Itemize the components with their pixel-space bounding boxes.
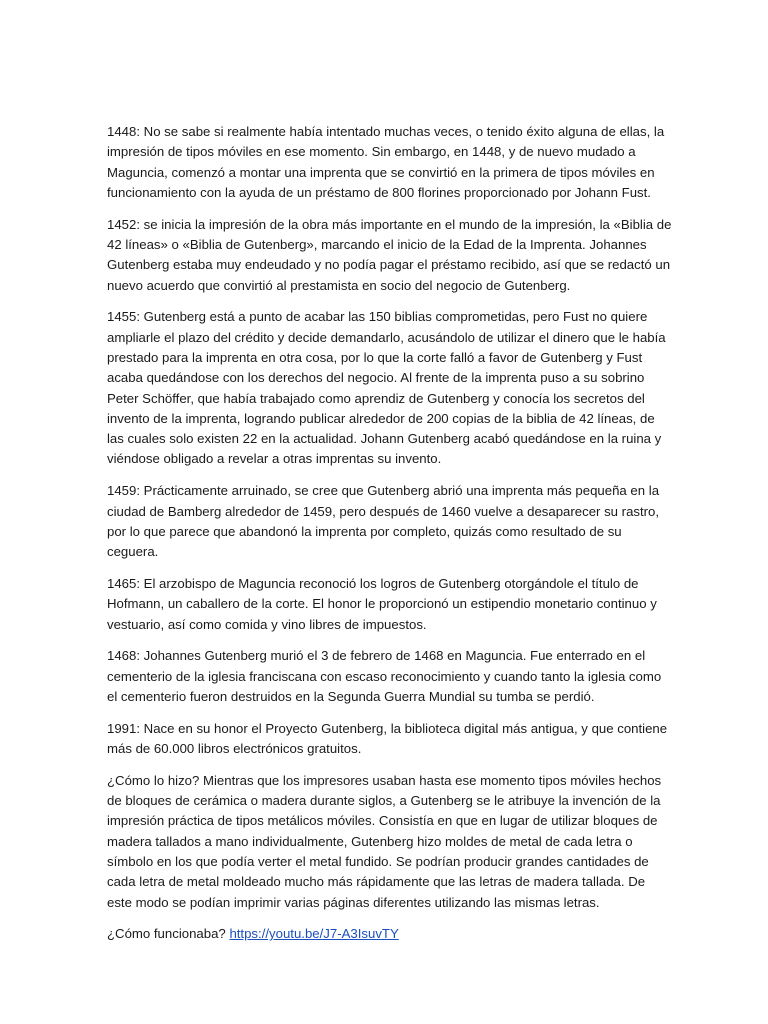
paragraph-como-lo-hizo: ¿Cómo lo hizo? Mientras que los impresores usaban hasta ese momento tipos móviles hechos de bloques de cerámica o madera durante siglos, a Gutenberg se le atribuye la invención de la impresión práctica de tipos metálicos móviles. Consistía en que en lugar de utilizar bloques de madera tallados a mano individualmente, Gutenberg hizo moldes de metal de cada letra o símbolo en los que podía verter el metal fundido. Se podrían producir grandes cantidades de cada letra de metal moldeado mucho más rápidamente que las letras de madera tallada. De este modo se podían imprimir varias páginas diferentes utilizando las mismas letras.: [107, 772, 662, 910]
como-funcionaba-label: ¿Cómo funcionaba?: [107, 926, 230, 942]
paragraph-1455: 1455: Gutenberg está a punto de acabar las 150 biblias comprometidas, pero Fust no quiere ampliarle el plazo del crédito y decide demandarlo, acusándolo de utilizar el dinero que le había prestado para la imprenta en otra cosa, por lo que la corte falló a favor de Gutenberg y Fust acaba quedándose con los derechos del negocio. Al frente de la imprenta puso a su sobrino Peter Schöffer, que había trabajado como aprendiz de Gutenberg y conocía los secretos del invento de la imprenta, logrando publicar alrededor de 200 copias de la biblia de 42 líneas, de las cuales solo existen 22 en la actualidad. Johann Gutenberg acabó quedándose en la ruina y viéndose obligado a revelar a otras imprentas su invento.: [107, 309, 666, 467]
paragraph-1465: 1465: El arzobispo de Maguncia reconoció los logros de Gutenberg otorgándole el título de Hofmann, un caballero de la corte. El honor le proporcionó un estipendio monetario continuo y vestuario, así como comida y vino libres de impuestos.: [107, 575, 657, 632]
paragraph-1459: 1459: Prácticamente arruinado, se cree que Gutenberg abrió una imprenta más pequeña en la ciudad de Bamberg alrededor de 1459, pero después de 1460 vuelve a desaparecer su rastro, por lo que parece que abandonó la imprenta por completo, quizás como resultado de su ceguera.: [107, 483, 660, 560]
youtube-link[interactable]: https://youtu.be/J7-A3IsuvTY: [229, 926, 399, 942]
paragraph-1468: 1468: Johannes Gutenberg murió el 3 de febrero de 1468 en Maguncia. Fue enterrado en el cementerio de la iglesia franciscana con escaso reconocimiento y cuando tanto la iglesia como el cementerio fueron destruidos en la Segunda Guerra Mundial su tumba se perdió.: [107, 648, 662, 704]
paragraph-1452: 1452: se inicia la impresión de la obra más importante en el mundo de la impresión, la «Biblia de 42 líneas» o «Biblia de Gutenberg», marcando el inicio de la Edad de la Imprenta. Johannes Gutenberg estaba muy endeudado y no podía pagar el préstamo recibido, así que se redactó un nuevo acuerdo que convirtió al prestamista en socio del negocio de Gutenberg.: [107, 216, 672, 293]
paragraph-como-funcionaba: [107, 924, 672, 944]
paragraph-1448: 1448: No se sabe si realmente había intentado muchas veces, o tenido éxito alguna de ellas, la impresión de tipos móviles en ese momento. Sin embargo, en 1448, y de nuevo mudado a Maguncia, comenzó a montar una imprenta que se convirtió en la primera de tipos móviles en funcionamiento con la ayuda de un préstamo de 800 florines proporcionado por Johann Fust.: [107, 124, 665, 200]
paragraph-1991: 1991: Nace en su honor el Proyecto Gutenberg, la biblioteca digital más antigua, y que contiene más de 60.000 libros electrónicos gratuitos.: [107, 720, 668, 757]
